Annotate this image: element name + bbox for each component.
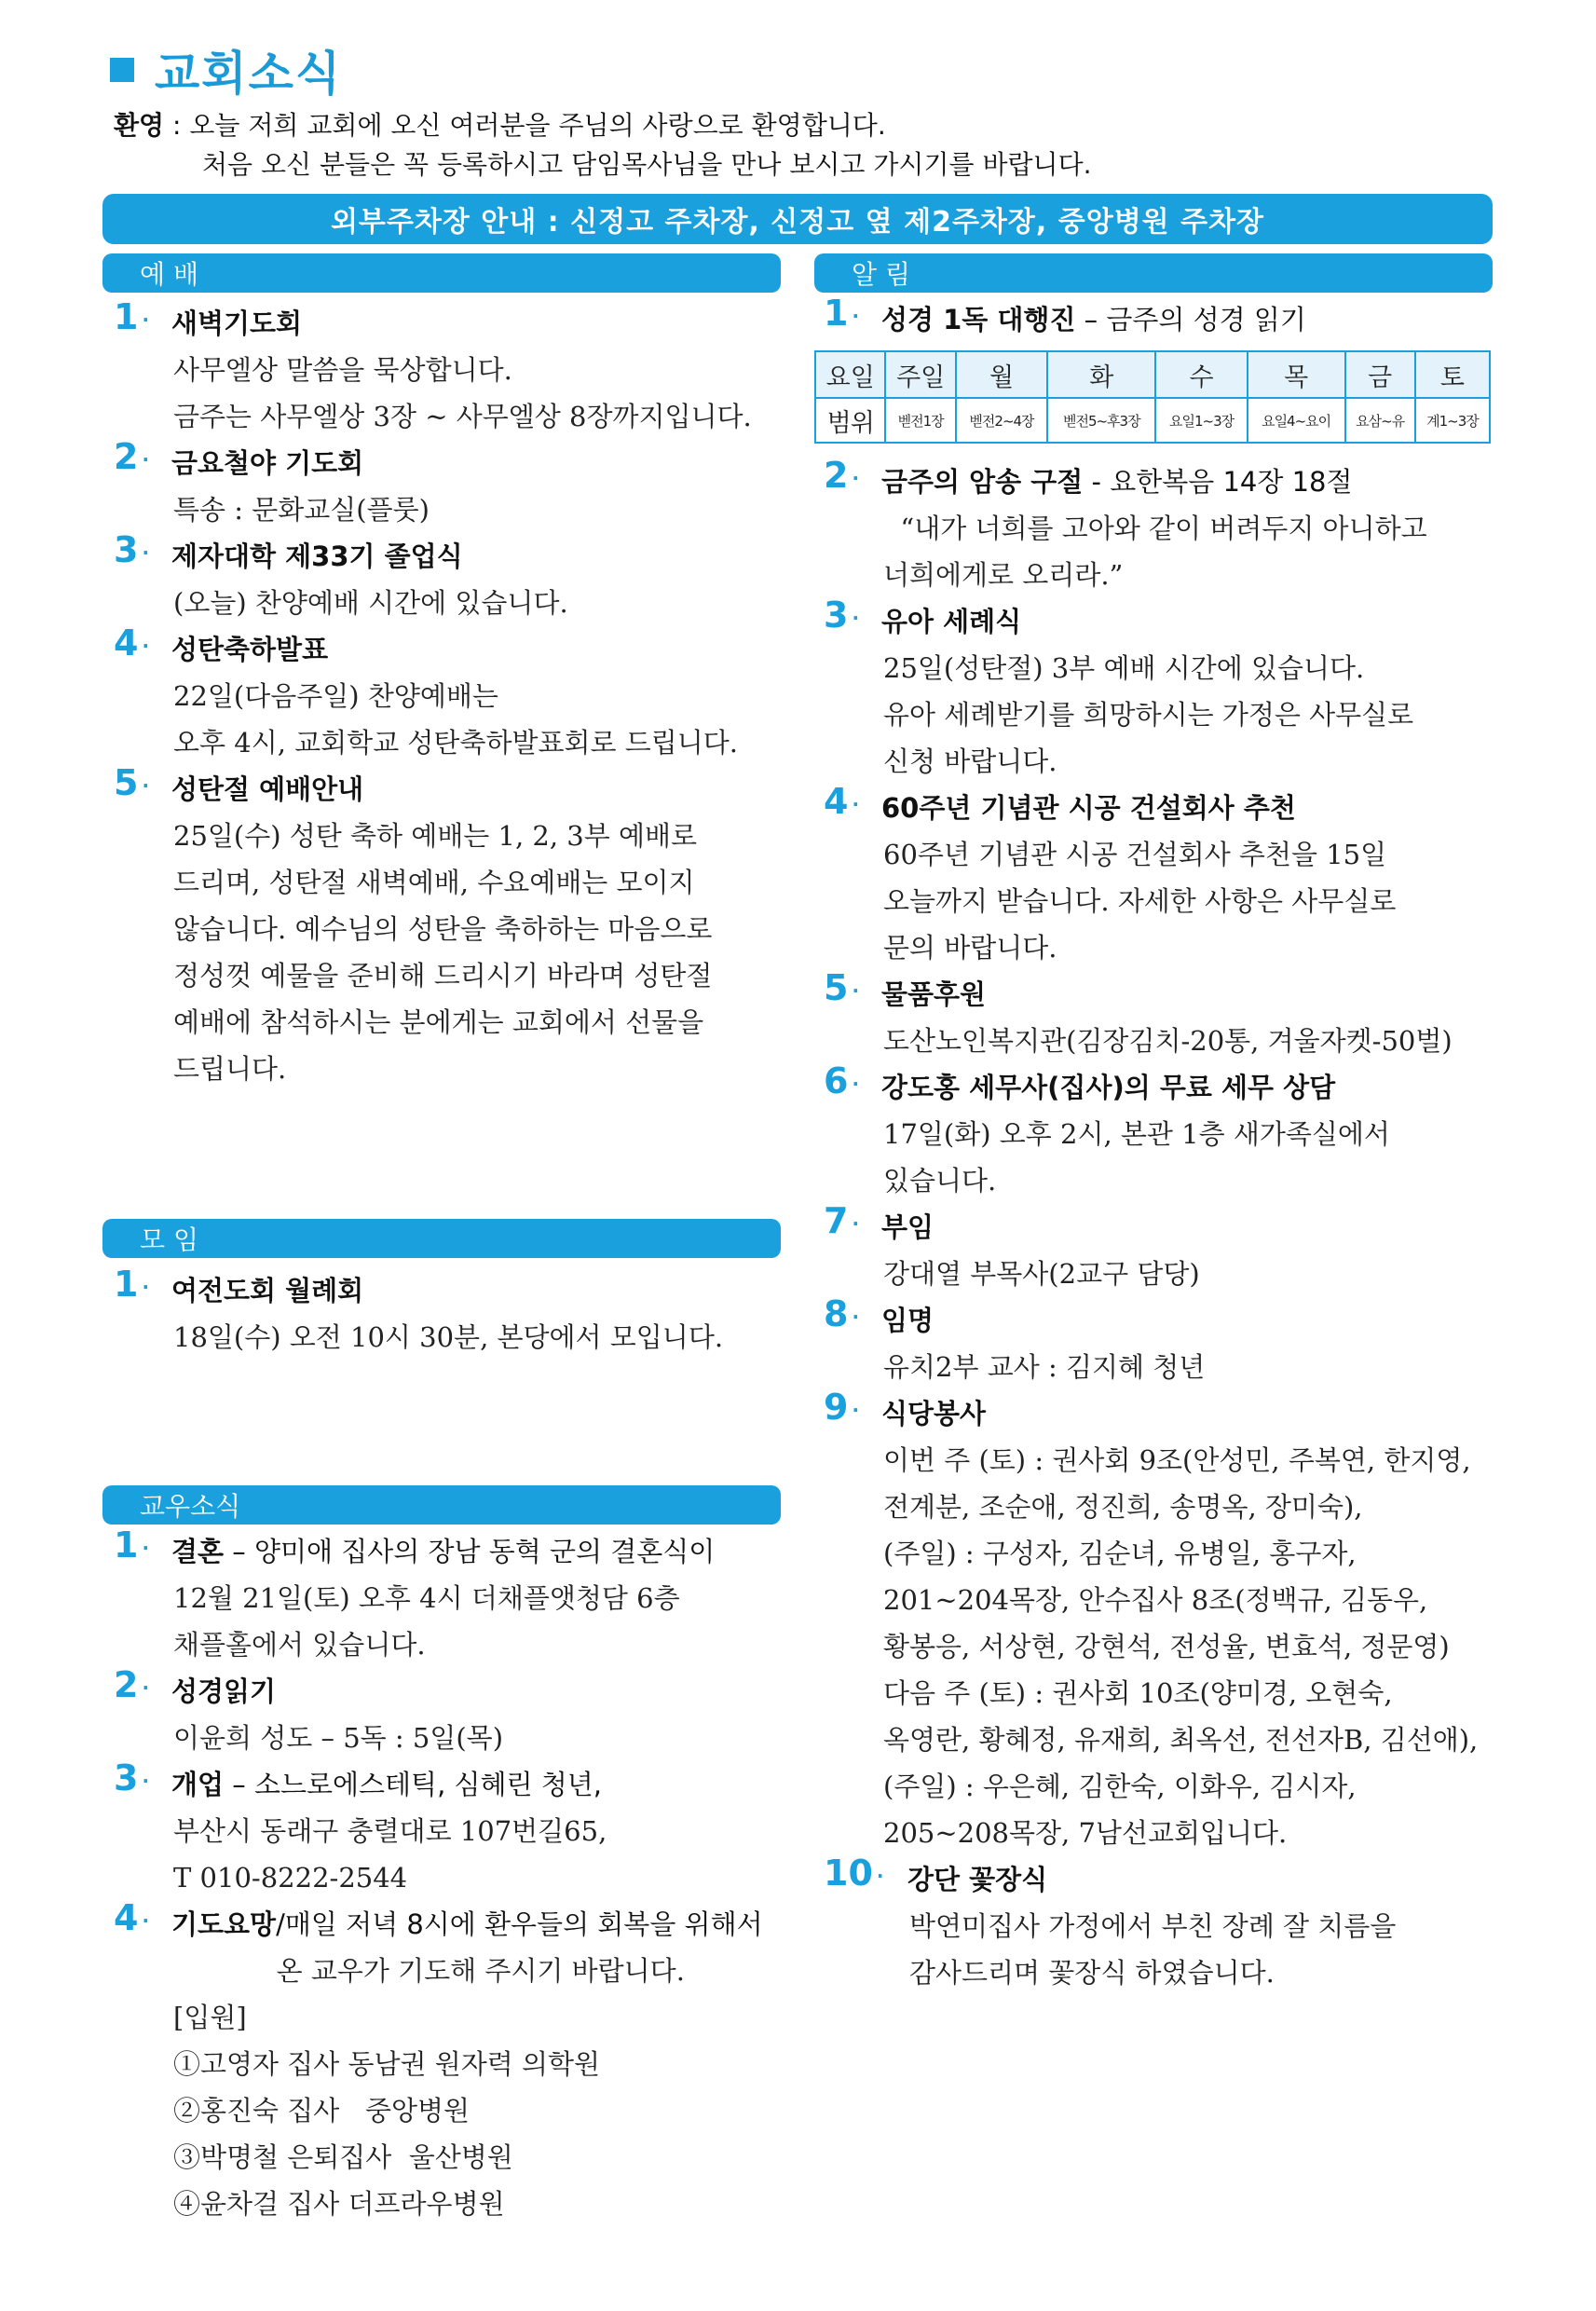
item-title: 성탄절 예배안내: [171, 773, 364, 805]
item-title: 물품후원: [881, 978, 987, 1010]
item-body-line: 유치2부 교사 : 김지혜 청년: [883, 1351, 1206, 1383]
meeting-section: [114, 1264, 794, 1361]
item-body-line: 있습니다.: [883, 1165, 997, 1197]
item-title: 식당봉사: [881, 1398, 987, 1429]
notice-item-2: [824, 455, 1494, 598]
item-body-line: 드립니다.: [173, 1053, 287, 1085]
worship-item-1: [114, 296, 794, 440]
item-title-rest: /매일 저녁 8시에 환우들의 회복을 위해서: [276, 1908, 763, 1940]
notice-item-4: [824, 781, 1494, 971]
notice-item-6: [824, 1060, 1494, 1204]
notice-item-8: [824, 1293, 1494, 1390]
worship-item-4: [114, 622, 794, 766]
item-body-line: 금주는 사무엘상 3장 ~ 사무엘상 8장까지입니다.: [173, 401, 752, 432]
square-bullet-icon: [110, 58, 134, 82]
item-number: 4: [114, 1897, 139, 1938]
item-body-line: 문의 바랍니다.: [883, 932, 1057, 964]
schedule-day: 수: [1155, 351, 1247, 398]
item-number: 5: [824, 967, 849, 1008]
bible-reading-schedule: [814, 350, 1491, 444]
item-body-line: 옥영란, 황혜정, 유재희, 최옥선, 전선자B, 김선애),: [883, 1724, 1479, 1756]
item-body-line: 특송 : 문화교실(플룻): [173, 494, 430, 526]
dot-icon: ·: [852, 1072, 860, 1095]
dot-icon: ·: [852, 466, 860, 489]
members-item-4: [114, 1897, 794, 2227]
item-body-line: 강대열 부목사(2교구 담당): [883, 1258, 1200, 1290]
item-body-line: (주일) : 구성자, 김순녀, 유병일, 홍구자,: [883, 1538, 1357, 1569]
item-title: 결혼: [171, 1536, 225, 1567]
welcome-line-1: : 오늘 저희 교회에 오신 여러분을 주님의 사랑으로 환영합니다.: [172, 110, 886, 141]
item-body-line: 도산노인복지관(김장김치-20통, 겨울자켓-50벌): [883, 1025, 1453, 1057]
item-body-line: 감사드리며 꽃장식 하였습니다.: [909, 1957, 1275, 1989]
welcome-message: [114, 106, 1092, 185]
item-body-line: [입원]: [173, 2002, 247, 2033]
item-body-line: 전계분, 조순애, 정진희, 송명옥, 장미숙),: [883, 1491, 1363, 1523]
dot-icon: ·: [852, 1211, 860, 1235]
item-title: 강도홍 세무사(집사)의 무료 세무 상담: [881, 1072, 1336, 1103]
notice-item-5: [824, 967, 1494, 1064]
item-title: 성경 1독 대행진: [881, 304, 1076, 335]
notice-section: [824, 293, 1494, 1996]
item-number: 1: [824, 293, 849, 334]
item-title-rest: – 금주의 성경 읽기: [1075, 304, 1306, 335]
item-body-line: 부산시 동래구 충렬대로 107번길65,: [173, 1815, 607, 1847]
schedule-label-day: 요일: [815, 351, 885, 398]
dot-icon: ·: [852, 792, 860, 815]
item-number: 2: [114, 1664, 139, 1705]
item-body-line: 이번 주 (토) : 권사회 9조(안성민, 주복연, 한지영,: [883, 1444, 1471, 1476]
item-number: 1: [114, 1264, 139, 1305]
dot-icon: ·: [142, 308, 150, 331]
item-title-rest: – 양미애 집사의 장남 동혁 군의 결혼식이: [224, 1536, 716, 1567]
item-body-line: “내가 너희를 고아와 같이 버려두지 아니하고: [883, 513, 1427, 544]
item-body-line: ④윤차걸 집사 더프라우병원: [173, 2188, 505, 2220]
schedule-range: 요일1~3장: [1155, 398, 1247, 443]
item-number: 3: [114, 1757, 139, 1798]
item-body-line: 예배에 참석하시는 분에게는 교회에서 선물을: [173, 1006, 704, 1038]
schedule-range: 벧전2~4장: [956, 398, 1047, 443]
item-body-line: 정성껏 예물을 준비해 드리시기 바라며 성탄절: [173, 960, 713, 991]
item-body-line: 오늘까지 받습니다. 자세한 사항은 사무실로: [883, 885, 1397, 917]
item-number: 7: [824, 1200, 849, 1241]
item-title: 새벽기도회: [171, 308, 303, 339]
notice-item-7: [824, 1200, 1494, 1297]
schedule-day: 목: [1248, 351, 1345, 398]
item-number: 9: [824, 1387, 849, 1428]
item-number: 1: [114, 1525, 139, 1566]
schedule-day: 금: [1345, 351, 1415, 398]
item-body-line: 205~208목장, 7남선교회입니다.: [883, 1817, 1288, 1849]
dot-icon: ·: [142, 1675, 150, 1699]
item-number: 6: [824, 1060, 849, 1101]
dot-icon: ·: [142, 1536, 150, 1559]
notice-item-1: [824, 293, 1494, 343]
item-body-line: 유아 세례받기를 희망하시는 가정은 사무실로: [883, 699, 1414, 731]
schedule-range-row: [815, 398, 1490, 443]
item-title: 부임: [881, 1211, 934, 1243]
page-title-text: 교회소식: [155, 47, 343, 101]
item-body-line: 채플홀에서 있습니다.: [173, 1629, 426, 1661]
schedule-day: 토: [1415, 351, 1490, 398]
worship-header: 예 배: [102, 253, 781, 293]
item-body-line: 22일(다음주일) 찬양예배는: [173, 680, 498, 712]
item-body-line: 너희에게로 오리라.”: [883, 559, 1124, 591]
item-body-line: 황봉응, 서상현, 강현석, 전성율, 변효석, 정문영): [883, 1631, 1450, 1662]
item-title: 제자대학 제33기 졸업식: [171, 540, 463, 572]
item-body-line: 다음 주 (토) : 권사회 10조(양미경, 오현숙,: [883, 1677, 1393, 1709]
item-body-line: 201~204목장, 안수집사 8조(정백규, 김동우,: [883, 1584, 1428, 1616]
item-title: 임명: [881, 1305, 934, 1336]
schedule-range: 계1~3장: [1415, 398, 1490, 443]
item-body-line: 25일(수) 성탄 축하 예배는 1, 2, 3부 예배로: [173, 820, 698, 852]
item-body-line: 박연미집사 가정에서 부친 장례 잘 치름을: [909, 1910, 1397, 1942]
schedule-range: 요일4~요이: [1248, 398, 1345, 443]
item-body-line: (오늘) 찬양예배 시간에 있습니다.: [173, 587, 568, 619]
dot-icon: ·: [852, 1398, 860, 1421]
members-item-2: [114, 1664, 794, 1761]
item-body-line: 17일(화) 오후 2시, 본관 1층 새가족실에서: [883, 1118, 1390, 1150]
item-number: 2: [824, 455, 849, 496]
item-number: 4: [824, 781, 849, 822]
item-body-line: 않습니다. 예수님의 성탄을 축하하는 마음으로: [173, 913, 713, 945]
members-item-1: [114, 1525, 794, 1668]
worship-item-5: [114, 762, 794, 1092]
page-title: [110, 37, 342, 103]
item-number: 10: [824, 1853, 873, 1894]
item-body-line: 12월 21일(토) 오후 4시 더채플앳청담 6층: [173, 1582, 680, 1614]
item-title: 성경읽기: [171, 1675, 277, 1707]
dot-icon: ·: [852, 606, 860, 629]
notice-item-10: [824, 1853, 1494, 1996]
item-title-rest: - 요한복음 14장 18절: [1083, 466, 1353, 498]
schedule-header-row: [815, 351, 1490, 398]
notice-header: 알 림: [814, 253, 1493, 293]
item-body-line: (주일) : 우은혜, 김한숙, 이화우, 김시자,: [883, 1771, 1357, 1802]
item-number: 8: [824, 1293, 849, 1334]
members-section: [114, 1525, 794, 2227]
item-number: 5: [114, 762, 139, 803]
meeting-header: 모 임: [102, 1219, 781, 1258]
item-title: 성탄축하발표: [171, 634, 329, 665]
item-number: 3: [824, 595, 849, 636]
item-body-line: 60주년 기념관 시공 건설회사 추천을 15일: [883, 839, 1387, 870]
item-title: 금요철야 기도회: [171, 447, 364, 479]
item-body-line: 25일(성탄절) 3부 예배 시간에 있습니다.: [883, 652, 1365, 684]
dot-icon: ·: [142, 1275, 150, 1298]
item-title: 60주년 기념관 시공 건설회사 추천: [881, 792, 1296, 824]
item-body-line: ③박명철 은퇴집사 울산병원: [173, 2141, 513, 2173]
item-body-line: 사무엘상 말씀을 묵상합니다.: [173, 354, 512, 386]
item-body-line: 드리며, 성탄절 새벽예배, 수요예배는 모이지: [173, 867, 695, 898]
notice-item-3: [824, 595, 1494, 785]
schedule-day: 월: [956, 351, 1047, 398]
worship-item-3: [114, 529, 794, 626]
item-title: 기도요망: [171, 1908, 277, 1940]
dot-icon: ·: [852, 304, 860, 327]
welcome-line-2: 처음 오신 분들은 꼭 등록하시고 담임목사님을 만나 보시고 가시기를 바랍니다.: [202, 149, 1092, 180]
item-body-line: T 010-8222-2544: [173, 1862, 408, 1894]
item-number: 1: [114, 296, 139, 337]
notice-item-9: [824, 1387, 1494, 1856]
item-body-line: 신청 바랍니다.: [883, 745, 1057, 777]
item-body-line: ①고영자 집사 동남권 원자력 의학원: [173, 2048, 601, 2080]
item-title: 여전도회 월례회: [171, 1275, 364, 1306]
schedule-range: 벧전1장: [885, 398, 955, 443]
item-body-line: 이윤희 성도 – 5독 : 5일(목): [173, 1722, 504, 1754]
schedule-day: 화: [1047, 351, 1155, 398]
item-body-line: 온 교우가 기도해 주시기 바랍니다.: [173, 1955, 685, 1987]
dot-icon: ·: [852, 978, 860, 1002]
schedule-label-range: 범위: [815, 398, 885, 443]
members-header: 교우소식: [102, 1485, 781, 1525]
worship-section: [114, 296, 794, 1092]
worship-item-2: [114, 436, 794, 533]
dot-icon: ·: [142, 540, 150, 564]
item-title: 유아 세례식: [881, 606, 1022, 637]
item-title-rest: – 소느로에스테틱, 심혜린 청년,: [224, 1769, 603, 1800]
dot-icon: ·: [876, 1864, 884, 1887]
members-item-3: [114, 1757, 794, 1901]
item-title: 강단 꽃장식: [907, 1864, 1048, 1895]
schedule-day: 주일: [885, 351, 955, 398]
dot-icon: ·: [142, 634, 150, 657]
dot-icon: ·: [142, 447, 150, 471]
notice-items: [824, 455, 1494, 1996]
item-number: 2: [114, 436, 139, 477]
dot-icon: ·: [142, 1769, 150, 1792]
dot-icon: ·: [852, 1305, 860, 1328]
item-title: 금주의 암송 구절: [881, 466, 1084, 498]
item-body-line: 18일(수) 오전 10시 30분, 본당에서 모입니다.: [173, 1321, 724, 1353]
dot-icon: ·: [142, 1908, 150, 1932]
schedule-range: 벧전5~후3장: [1047, 398, 1155, 443]
welcome-label: 환영: [114, 110, 165, 141]
meeting-item-1: [114, 1264, 794, 1361]
item-number: 3: [114, 529, 139, 570]
item-body-line: 오후 4시, 교회학교 성탄축하발표회로 드립니다.: [173, 727, 739, 759]
schedule-range: 요삼~유: [1345, 398, 1415, 443]
item-body-line: ②홍진숙 집사 중앙병원: [173, 2095, 470, 2126]
item-number: 4: [114, 622, 139, 663]
dot-icon: ·: [142, 773, 150, 797]
item-title: 개업: [171, 1769, 225, 1800]
parking-banner: 외부주차장 안내 : 신정고 주차장, 신정고 옆 제2주차장, 중앙병원 주차장: [102, 194, 1493, 244]
